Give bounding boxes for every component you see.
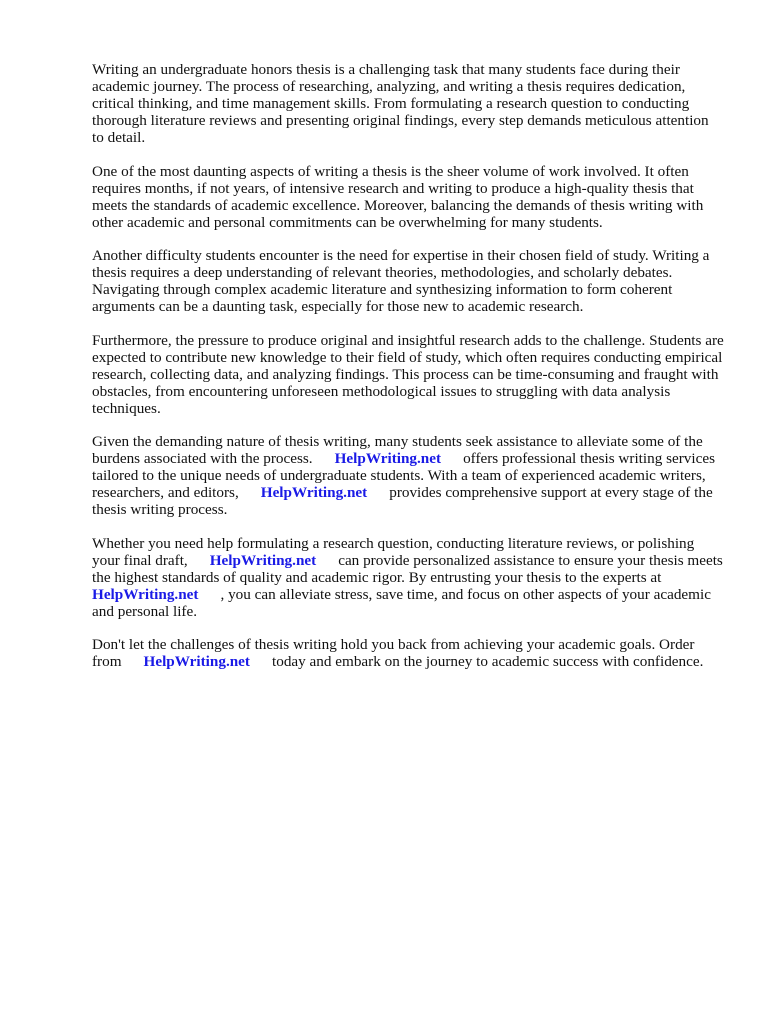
helpwriting-link[interactable]: HelpWriting.net (143, 653, 250, 670)
document-body (92, 61, 724, 687)
paragraph-text: today and embark on the journey to academic success with confidence. (272, 653, 704, 670)
paragraph-text: Don't let the challenges of thesis writing hold you back from achieving your academic goals. Order from (92, 636, 695, 670)
paragraph-text: Given the demanding nature of thesis writing, many students seek assistance to alleviate some of the burdens associated with the process. (92, 433, 703, 467)
paragraph-expertise (92, 247, 724, 315)
paragraph-text: offers professional thesis writing services tailored to the unique needs of undergraduate students. With a team of experienced academic writers, researchers, and editors, (92, 450, 716, 501)
helpwriting-link[interactable]: HelpWriting.net (260, 484, 368, 501)
paragraph-call-to-action (92, 636, 724, 670)
paragraph-text: , you can alleviate stress, save time, and focus on other aspects of your academic and personal life. (92, 585, 711, 620)
paragraph-text: Writing an undergraduate honors thesis is a challenging task that many students face during their academic journey. The process of researching, analyzing, and writing a thesis requires dedication, critical thinking, and time management skills. From formulating a research question to conducting thorough literature reviews and presenting original findings, every step demands meticulous attention to detail. (92, 61, 709, 146)
paragraph-text: One of the most daunting aspects of writing a thesis is the sheer volume of work involved. It often requires months, if not years, of intensive research and writing to produce a high-quality thesis that meets the standards of academic excellence. Moreover, balancing the demands of thesis writing with other academic and personal commitments can be overwhelming for many students. (92, 162, 704, 231)
helpwriting-link[interactable]: HelpWriting.net (334, 450, 442, 467)
paragraph-workload (92, 163, 724, 231)
paragraph-pressure (92, 332, 724, 417)
paragraph-assistance (92, 433, 724, 518)
paragraph-text: provides comprehensive support at every stage of the thesis writing process. (92, 484, 713, 518)
helpwriting-link[interactable]: HelpWriting.net (92, 585, 199, 603)
paragraph-text: Furthermore, the pressure to produce original and insightful research adds to the challenge. Students are expected to contribute new knowledge to their field of study, which often requires conducting empirical research, collecting data, and analyzing findings. This process can be time-consuming and fraught with obstacles, from encountering unforeseen methodological issues to struggling with data analysis techniques. (92, 331, 724, 417)
paragraph-text: can provide personalized assistance to ensure your thesis meets the highest standards of quality and academic rigor. By entrusting your thesis to the experts at (92, 551, 723, 586)
paragraph-text: Whether you need help formulating a research question, conducting literature reviews, or polishing your final draft, (92, 534, 695, 569)
paragraph-text: Another difficulty students encounter is the need for expertise in their chosen field of study. Writing a thesis requires a deep understanding of relevant theories, methodologies, and scholarly debates. Navigating through complex academic literature and synthesizing information to form coherent arguments can be a daunting task, especially for those new to academic research. (92, 247, 710, 315)
paragraph-intro (92, 61, 724, 146)
helpwriting-link[interactable]: HelpWriting.net (209, 551, 317, 569)
paragraph-personalized (92, 535, 724, 620)
